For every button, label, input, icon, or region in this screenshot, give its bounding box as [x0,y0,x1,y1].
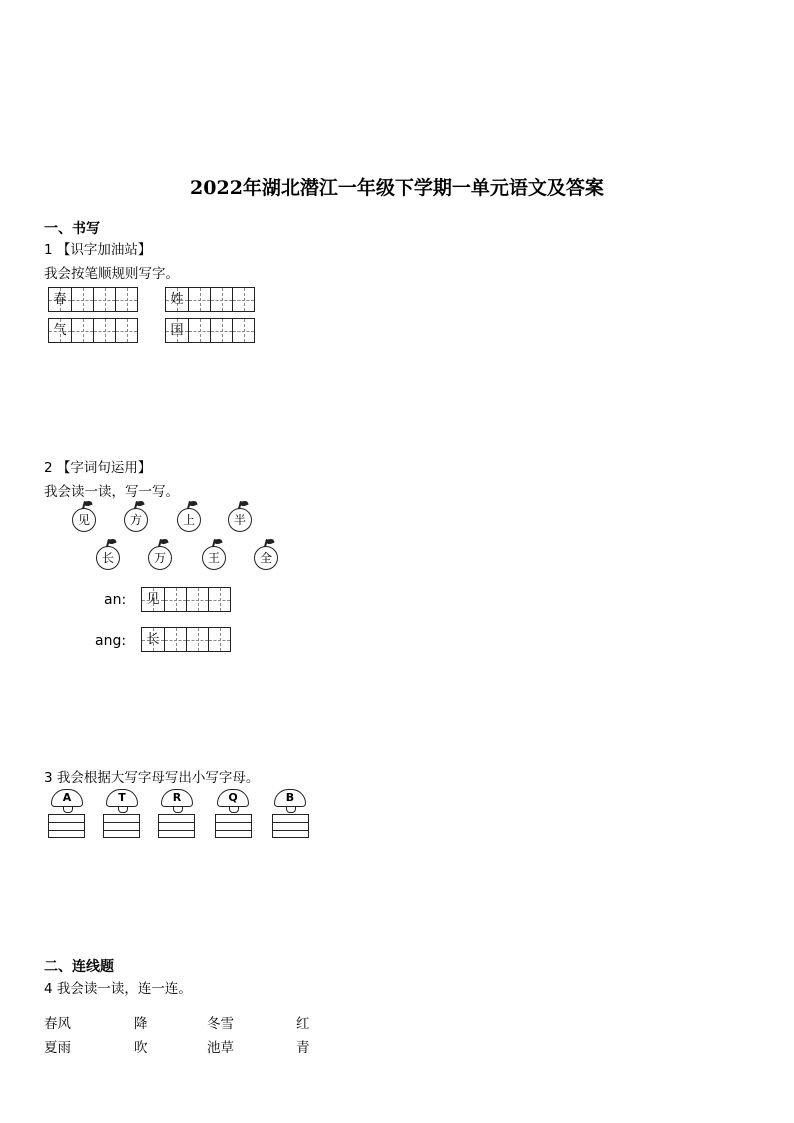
letter-writing-box[interactable] [272,814,309,838]
pinyin-label-an: an: [104,592,127,608]
match-word[interactable]: 降 [134,1016,148,1032]
mushroom-stem [286,806,296,813]
model-character: 春 [53,292,67,307]
mushroom-letter: T [106,789,138,807]
question-label: 1 【识字加油站】 [44,242,152,258]
model-character: 长 [146,632,160,647]
match-word[interactable]: 青 [296,1040,310,1056]
letter-writing-box[interactable] [48,814,85,838]
model-character: 姓 [170,292,184,307]
question-instruction: 我会读一读，写一写。 [44,484,179,500]
match-word[interactable]: 吹 [134,1040,148,1056]
mushroom-stem [63,806,73,813]
apple-character: 上 [177,508,201,532]
question-label: 4 我会读一读，连一连。 [44,981,192,997]
match-word[interactable]: 池草 [207,1040,234,1056]
match-word[interactable]: 春风 [44,1016,71,1032]
question-label: 2 【字词句运用】 [44,460,152,476]
page-title: 2022年湖北潜江一年级下学期一单元语文及答案 [190,177,604,199]
mushroom-stem [229,806,239,813]
apple-character: 见 [72,508,96,532]
apple-character: 方 [124,508,148,532]
mushroom-letter: B [274,789,306,807]
letter-writing-box[interactable] [158,814,195,838]
model-character: 国 [170,323,184,338]
question-instruction: 我会按笔顺规则写字。 [44,266,179,282]
mushroom-letter: Q [217,789,249,807]
apple-character: 王 [202,546,226,570]
section-heading: 一、书写 [44,221,100,237]
mushroom-stem [173,806,183,813]
letter-writing-box[interactable] [103,814,140,838]
match-word[interactable]: 夏雨 [44,1040,71,1056]
apple-character: 万 [148,546,172,570]
writing-grid-an[interactable] [141,587,231,612]
writing-grid[interactable] [48,287,138,312]
writing-grid[interactable] [48,318,138,343]
writing-grid[interactable] [165,318,255,343]
model-character: 气 [53,323,67,338]
model-character: 见 [146,592,160,607]
match-word[interactable]: 红 [296,1016,310,1032]
writing-grid[interactable] [165,287,255,312]
question-label: 3 我会根据大写字母写出小写字母。 [44,770,260,786]
apple-character: 长 [96,546,120,570]
mushroom-stem [118,806,128,813]
section-heading: 二、连线题 [44,959,114,975]
match-word[interactable]: 冬雪 [207,1016,234,1032]
apple-character: 半 [228,508,252,532]
mushroom-letter: R [161,789,193,807]
letter-writing-box[interactable] [215,814,252,838]
pinyin-label-ang: ang: [95,633,127,649]
mushroom-letter: A [51,789,83,807]
apple-character: 全 [254,546,278,570]
writing-grid-ang[interactable] [141,627,231,652]
